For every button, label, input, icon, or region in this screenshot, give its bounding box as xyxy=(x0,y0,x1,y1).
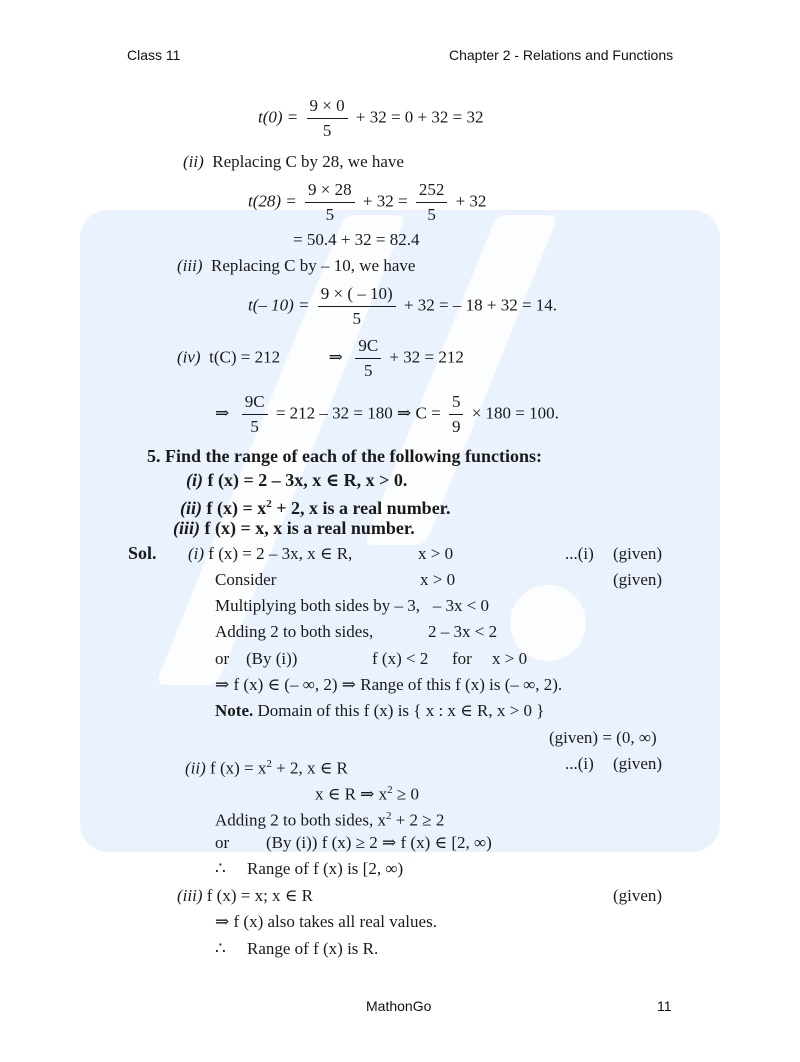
sol-i-adding-eq: 2 – 3x < 2 xyxy=(428,622,498,641)
fraction: $\frac{5}{9}$ xyxy=(449,392,464,437)
sol-iii-range: Range of f (x) is R. xyxy=(247,939,379,958)
solution-label: Sol. xyxy=(128,543,157,563)
sol-i-or-eq: f (x) < 2 xyxy=(372,649,429,668)
sol-iii-eq: (iii) f (x) = x; x ∈ R xyxy=(177,886,313,905)
fraction: $\frac{9 \times 0}{5}$ xyxy=(307,96,348,141)
part-iv-line1: (iv) t(C) = 212 ⇒ $\frac{9C}{5}$ + 32 = 212 xyxy=(177,336,464,380)
sol-i-consider: Consider xyxy=(215,570,277,589)
sol-ii-given: (given) xyxy=(613,754,663,773)
sol-ii-therefore: ∴ xyxy=(215,859,226,878)
sol-i-eq: (i) f (x) = 2 – 3x, x ∈ R, xyxy=(188,544,353,563)
fraction: $\frac{9C}{5}$ xyxy=(355,336,381,381)
sol-i-by: (By (i)) xyxy=(246,649,298,668)
sol-ii-range: Range of f (x) is [2, ∞) xyxy=(247,859,404,878)
sol-i-note: Note. Domain of this f (x) is { x : x ∈ R, x > 0 } xyxy=(215,701,545,720)
fraction: $\frac{9C}{5}$ xyxy=(242,392,268,437)
sol-i-multiply: Multiplying both sides by – 3, – 3x < 0 xyxy=(215,596,490,615)
sol-ii-or: or xyxy=(215,833,230,852)
question-5-item-i: (i) f (x) = 2 – 3x, x ∈ R, x > 0. xyxy=(186,470,408,490)
question-5-item-ii: (ii) f $(x) = x^2 + 2$, x is a real number. xyxy=(180,498,451,518)
sol-ii-line3: Adding 2 to both sides, $x^2 + 2 \ge 2$ xyxy=(215,810,445,830)
question-5-item-iii: (iii) f (x) = x, x is a real number. xyxy=(173,518,415,538)
sol-i-note-result: (given) = (0, ∞) xyxy=(549,728,657,747)
equation-t-minus10: t(– 10) = $\frac{9 \times ( - 10)}{5}$ + 32 = – 18 + 32 = 14. xyxy=(248,284,558,328)
fraction: $\frac{252}{5}$ xyxy=(416,180,448,225)
part-iv-line2: ⇒ $\frac{9C}{5}$ = 212 – 32 = 180 ⇒ C = $\frac{5}{9}$ × 180 = 100. xyxy=(215,392,559,436)
sol-ii-ref: ...(i) xyxy=(565,754,594,773)
part-iii-heading: (iii) Replacing C by – 10, we have xyxy=(177,256,416,275)
sol-i-or: or xyxy=(215,649,230,668)
sol-ii-line4: (By (i)) f (x) ≥ 2 ⇒ f (x) ∈ [2, ∞) xyxy=(266,833,492,852)
sol-ii-eq: (ii) f $(x) = x^2 + 2$, x ∈ R xyxy=(185,758,348,778)
sol-i-consider-eq: x > 0 xyxy=(420,570,456,589)
equation-t28-result: = 50.4 + 32 = 82.4 xyxy=(293,230,420,249)
sol-iii-given: (given) xyxy=(613,886,663,905)
sol-i-ref: ...(i) xyxy=(565,544,594,563)
sol-i-adding: Adding 2 to both sides, xyxy=(215,622,374,641)
header-class: Class 11 xyxy=(127,47,181,63)
sol-iii-therefore: ∴ xyxy=(215,939,226,958)
sol-ii-line2: x ∈ R ⇒ $x^2 \ge 0$ xyxy=(315,784,420,804)
sol-i-for: for xyxy=(452,649,472,668)
header-chapter: Chapter 2 - Relations and Functions xyxy=(449,47,674,63)
question-5-title: 5. Find the range of each of the following functions: xyxy=(147,446,542,466)
sol-i-implication: ⇒ f (x) ∈ (– ∞, 2) ⇒ Range of this f (x) is (– ∞, 2). xyxy=(215,675,563,694)
fraction: $\frac{9 \times ( - 10)}{5}$ xyxy=(318,284,396,329)
page-number: 11 xyxy=(657,998,672,1014)
equation-t0: t(0) = $\frac{9 \times 0}{5}$ + 32 = 0 + 32 = 32 xyxy=(258,96,484,140)
sol-i-given: (given) xyxy=(613,544,663,563)
sol-i-cond: x > 0 xyxy=(418,544,454,563)
equation-t28: t(28) = $\frac{9 \times 28}{5}$ + 32 = $\frac{252}{5}$ + 32 xyxy=(248,180,487,224)
sol-i-consider-given: (given) xyxy=(613,570,663,589)
sol-i-for-eq: x > 0 xyxy=(492,649,528,668)
sol-iii-line2: ⇒ f (x) also takes all real values. xyxy=(215,912,437,931)
part-ii-heading: (ii) Replacing C by 28, we have xyxy=(183,152,404,171)
fraction: $\frac{9 \times 28}{5}$ xyxy=(305,180,355,225)
footer-brand: MathonGo xyxy=(366,998,432,1014)
